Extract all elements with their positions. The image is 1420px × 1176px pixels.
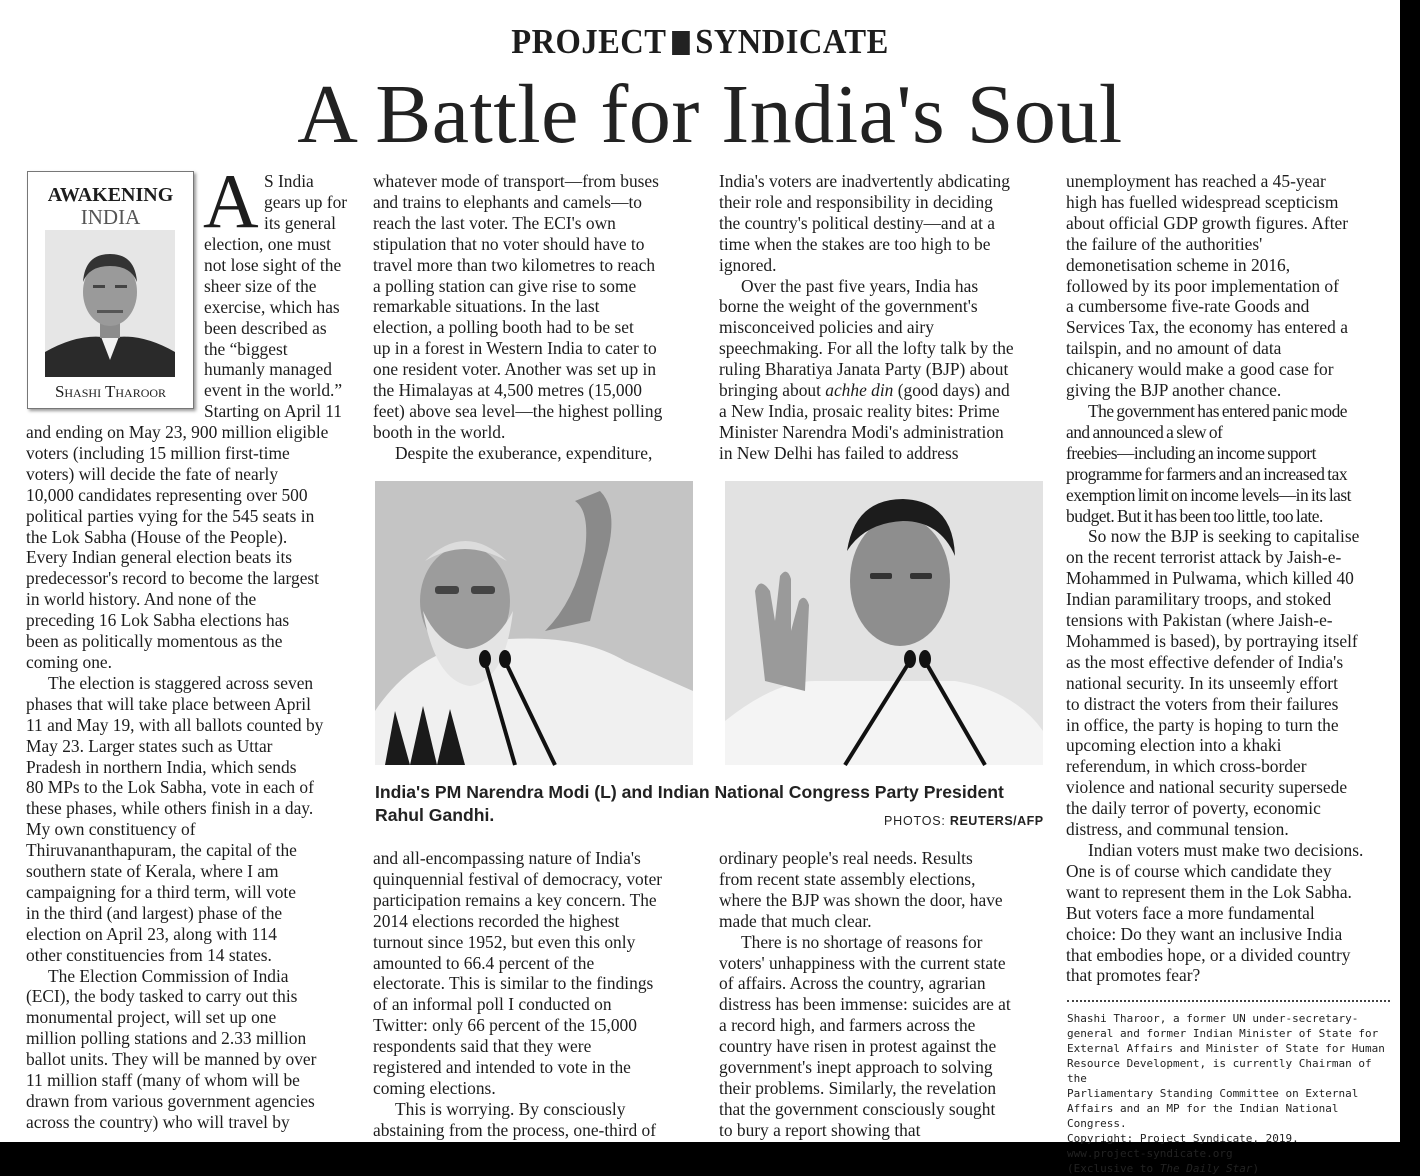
text-line: up in a forest in Western India to cater to — [373, 338, 657, 359]
text-line: the Lok Sabha (House of the People). — [26, 526, 288, 547]
column-2-bottom — [373, 848, 713, 1141]
text-line: their problems. Similarly, the revelation — [719, 1077, 997, 1098]
text-line: May 23. Larger states such as Uttar — [26, 735, 273, 756]
text-line: upcoming election into a khaki — [1066, 735, 1282, 756]
text-line: and announced a slew of — [1066, 421, 1223, 442]
text-line: remarkable situations. In the last — [373, 296, 600, 317]
text-line: stipulation that no voter should have to — [373, 233, 645, 254]
text-line: bringing about achhe din (good days) and — [719, 380, 1010, 401]
divider — [1067, 1000, 1390, 1002]
text-line: time when the stakes are too high to be — [719, 233, 991, 254]
text-line: 10,000 candidates representing over 500 — [26, 484, 308, 505]
text-line: to bury a report showing that — [719, 1119, 921, 1140]
text-line: speechmaking. For all the lofty talk by the — [719, 338, 1014, 359]
text-line: tensions with Pakistan (where Jaish-e- — [1066, 610, 1333, 631]
text-line: So now the BJP is seeking to capitalise — [1088, 526, 1360, 547]
text-line: in office, the party is hoping to turn the — [1066, 714, 1339, 735]
text-line: predecessor's record to become the largest — [26, 568, 320, 589]
text-line: and all-encompassing nature of India's — [373, 848, 641, 868]
column-4 — [1066, 171, 1400, 986]
text-line: 2014 elections recorded the highest — [373, 910, 620, 931]
text-line: Indian paramilitary troops, and stoked — [1066, 589, 1332, 610]
text-line: their role and responsibility in deciding — [719, 191, 993, 212]
text-line: general and former Indian Minister of State for — [1067, 1027, 1379, 1040]
text-line: gears up for — [264, 191, 348, 212]
text-line: as the most effective defender of India's — [1066, 651, 1344, 672]
text-line: borne the weight of the government's — [719, 296, 978, 317]
text-line: voters (including 15 million first-time — [26, 442, 290, 463]
series-title: AWAKENING — [47, 184, 174, 206]
text-line: on the recent terrorist attack by Jaish-e- — [1066, 547, 1342, 568]
text-line: choice: Do they want an inclusive India — [1066, 923, 1343, 944]
text-line: Twitter: only 66 percent of the 15,000 — [373, 1015, 637, 1036]
series-subtitle: INDIA — [80, 205, 141, 229]
text-line: Despite the exuberance, expenditure, — [395, 442, 653, 463]
masthead-right: SYNDICATE — [695, 22, 889, 61]
author-name: Shashi Tharoor — [54, 382, 167, 401]
text-line: reach the last voter. The ECI's own — [373, 212, 616, 233]
text-line: freebies—including an income support — [1066, 442, 1316, 463]
author-bio — [1067, 1011, 1397, 1176]
column-1-intro-continued — [204, 234, 364, 422]
text-line: giving the BJP another chance. — [1066, 380, 1282, 401]
text-line: from recent state assembly elections, — [719, 868, 976, 889]
text-line: where the BJP was shown the door, have — [719, 889, 1003, 910]
text-line: one resident voter. Another was set up in — [373, 359, 657, 380]
text-line: humanly managed — [204, 359, 332, 380]
text-line: electorate. This is similar to the findings — [373, 973, 654, 994]
text-line: coming one. — [26, 651, 112, 672]
column-1-intro — [264, 171, 364, 234]
text-line: the country's political destiny—and at a — [719, 212, 995, 233]
text-line: been described as — [204, 317, 327, 338]
text-line: referendum, in which cross-border — [1066, 756, 1307, 777]
text-line: 11 and May 19, with all ballots counted by — [26, 714, 324, 735]
text-line: that promotes fear? — [1066, 965, 1201, 986]
credit-label: PHOTOS: — [884, 814, 946, 828]
text-line: to distract the voters from their failures — [1066, 693, 1339, 714]
text-line: violence and national security supersede — [1066, 777, 1348, 798]
text-line: coming elections. — [373, 1077, 496, 1098]
text-line: followed by its poor implementation of — [1066, 275, 1339, 296]
text-line: Indian voters must make two decisions. — [1088, 840, 1364, 860]
text-line: Pradesh in northern India, which sends — [26, 756, 297, 777]
text-line: voters) will decide the fate of nearly — [26, 463, 279, 484]
column-2-top — [373, 171, 713, 464]
text-line: political parties vying for the 545 seats in — [26, 505, 315, 526]
text-line: participation remains a key concern. The — [373, 889, 657, 910]
text-line: its general — [264, 212, 336, 233]
bio-exclusive: (Exclusive to The Daily Star) — [1067, 1162, 1260, 1175]
text-line: distress, and communal tension. — [1066, 819, 1289, 840]
column-1-body — [26, 422, 371, 1133]
text-line: Minister Narendra Modi's administration — [719, 421, 1004, 442]
text-line: sheer size of the — [204, 275, 317, 296]
text-line: been as politically momentous as the — [26, 631, 283, 652]
text-line: voters' unhappiness with the current state — [719, 952, 1006, 973]
text-line: S India — [264, 171, 314, 191]
text-line: booth in the world. — [373, 421, 506, 442]
text-line: the “biggest — [204, 338, 288, 359]
text-line: these phases, while others finish in a day. — [26, 798, 314, 819]
text-line: ruling Bharatiya Janata Party (BJP) about — [719, 359, 1009, 380]
text-line: million polling stations and 2.33 million — [26, 1028, 307, 1049]
text-line: that embodies hope, or a divided country — [1066, 944, 1351, 965]
text-line: One is of course which candidate they — [1066, 860, 1332, 881]
text-line: national security. In its unseemly effort — [1066, 672, 1338, 693]
author-photo — [45, 230, 175, 377]
text-line: other constituencies from 14 states. — [26, 944, 272, 965]
text-line: Affairs and an MP for the Indian National Congress. — [1067, 1102, 1339, 1130]
text-line: of affairs. Across the country, agrarian — [719, 973, 986, 994]
text-line: Copyright: Project Syndicate, 2019. — [1067, 1132, 1299, 1145]
column-3-bottom — [719, 848, 1064, 1141]
text-line: in the third (and largest) phase of the — [26, 902, 283, 923]
text-line: ballot units. They will be manned by over — [26, 1049, 317, 1070]
text-line: misconceived policies and airy — [719, 317, 934, 338]
text-line: There is no shortage of reasons for — [741, 931, 983, 952]
text-line: in world history. And none of the — [26, 589, 257, 610]
text-line: The election is staggered across seven — [48, 672, 314, 693]
text-line: not lose sight of the — [204, 254, 342, 275]
text-line: the daily terror of poverty, economic — [1066, 798, 1321, 819]
text-line: But voters face a more fundamental — [1066, 902, 1315, 923]
text-line: ordinary people's real needs. Results — [719, 848, 973, 868]
text-line: election on April 23, along with 114 — [26, 923, 277, 944]
text-line: chicanery would make a good case for — [1066, 359, 1334, 380]
text-line: This is worrying. By consciously — [395, 1098, 626, 1119]
text-line: election, a polling booth had to be set — [373, 317, 634, 338]
text-line: high has fuelled widespread scepticism — [1066, 191, 1339, 212]
text-line: budget. But it has been too little, too late. — [1066, 505, 1323, 526]
text-line: My own constituency of — [26, 819, 196, 840]
text-line: ignored. — [719, 254, 777, 275]
text-line: want to represent them in the Lok Sabha. — [1066, 881, 1352, 902]
text-line: drawn from various government agencies — [26, 1091, 315, 1111]
text-line: Parliamentary Standing Committee on External — [1067, 1087, 1359, 1100]
photo-caption: India's PM Narendra Modi (L) and Indian National Congress Party President Rahul Gandhi. — [375, 782, 1004, 825]
text-line: a cumbersome five-rate Goods and — [1066, 296, 1310, 317]
photo-rahul-gandhi — [725, 481, 1043, 765]
drop-cap: A — [203, 158, 259, 244]
text-line: a record high, and farmers across the — [719, 1015, 976, 1036]
text-line: monumental project, will set up one — [26, 1007, 277, 1028]
text-line: Mohammed in Pulwama, which killed 40 — [1066, 568, 1354, 589]
text-line: a polling station can give rise to some — [373, 275, 637, 296]
text-line: Mohammed is based), by portraying itself — [1066, 630, 1358, 651]
text-line: Resource Development, is currently Chairman of the — [1067, 1057, 1372, 1085]
text-line: made that much clear. — [719, 910, 872, 931]
text-line: External Affairs and Minister of State for Human — [1067, 1042, 1385, 1055]
text-line: unemployment has reached a 45-year — [1066, 171, 1326, 191]
text-line: the Himalayas at 4,500 metres (15,000 — [373, 380, 643, 401]
text-line: whatever mode of transport—from buses — [373, 171, 659, 191]
logo-icon — [672, 31, 690, 55]
text-line: India's voters are inadvertently abdicating — [719, 171, 1010, 191]
text-line: abstaining from the process, one-third of — [373, 1119, 657, 1140]
text-line: distress has been immense: suicides are at — [719, 994, 1011, 1015]
text-line: event in the world.” — [204, 380, 343, 401]
text-line: travel more than two kilometres to reach — [373, 254, 656, 275]
text-line: in New Delhi has failed to address — [719, 442, 959, 463]
text-line: (ECI), the body tasked to carry out this — [26, 986, 298, 1007]
text-line: exercise, which has — [204, 296, 340, 317]
text-line: turnout since 1952, but even this only — [373, 931, 636, 952]
column-3-top — [719, 171, 1064, 464]
photo-narendra-modi — [375, 481, 693, 765]
bio-text — [1067, 1011, 1397, 1161]
masthead — [49, 22, 1351, 62]
text-line: Every Indian general election beats its — [26, 547, 293, 568]
masthead-left: PROJECT — [511, 22, 667, 61]
text-line: demonetisation scheme in 2016, — [1066, 254, 1291, 275]
text-line: and trains to elephants and camels—to — [373, 191, 642, 212]
text-line: quinquennial festival of democracy, voter — [373, 868, 663, 889]
text-line: about official GDP growth figures. After — [1066, 212, 1349, 233]
text-line: preceding 16 Lok Sabha elections has — [26, 610, 290, 631]
text-line: across the country) who will travel by — [26, 1111, 290, 1132]
text-line: southern state of Kerala, where I am — [26, 861, 279, 882]
text-line: programme for farmers and an increased tax — [1066, 463, 1348, 484]
text-line: phases that will take place between April — [26, 693, 311, 714]
text-line: Services Tax, the economy has entered a — [1066, 317, 1348, 338]
text-line: Thiruvananthapuram, the capital of the — [26, 840, 297, 861]
text-line: amounted to 66.4 percent of the — [373, 952, 595, 973]
author-box — [27, 171, 194, 409]
text-line: country have risen in protest against the — [719, 1036, 997, 1057]
text-line: Shashi Tharoor, a former UN under-secretary- — [1067, 1012, 1359, 1025]
text-line: Over the past five years, India has — [741, 275, 979, 296]
credit-source: REUTERS/AFP — [949, 814, 1044, 828]
headline: A Battle for India's Soul — [297, 68, 1123, 161]
text-line: election, one must — [204, 234, 332, 254]
text-line: the failure of the authorities' — [1066, 233, 1263, 254]
photo-credit — [884, 814, 1044, 828]
text-line: The Election Commission of India — [48, 965, 289, 986]
text-line: Starting on April 11 — [204, 401, 342, 422]
text-line: of an informal poll I conducted on — [373, 994, 612, 1015]
text-line: exemption limit on income levels—in its last — [1066, 484, 1351, 505]
text-line: campaigning for a third term, will vote — [26, 881, 296, 902]
text-line: The government has entered panic mode — [1088, 400, 1347, 421]
text-line: that the government consciously sought — [719, 1098, 996, 1119]
text-line: a New India, prosaic reality bites: Prime — [719, 400, 1000, 421]
text-line: www.project-syndicate.org — [1067, 1147, 1233, 1160]
text-line: 80 MPs to the Lok Sabha, vote in each of — [26, 777, 314, 798]
text-line: feet) above sea level—the highest polling — [373, 400, 663, 421]
text-line: tailspin, and no amount of data — [1066, 338, 1282, 359]
text-line: registered and intended to vote in the — [373, 1057, 631, 1078]
text-line: and ending on May 23, 900 million eligible — [26, 422, 329, 442]
text-line: 11 million staff (many of whom will be — [26, 1070, 300, 1091]
text-line: respondents said that they were — [373, 1036, 592, 1057]
text-line: government's inept approach to solving — [719, 1057, 993, 1078]
